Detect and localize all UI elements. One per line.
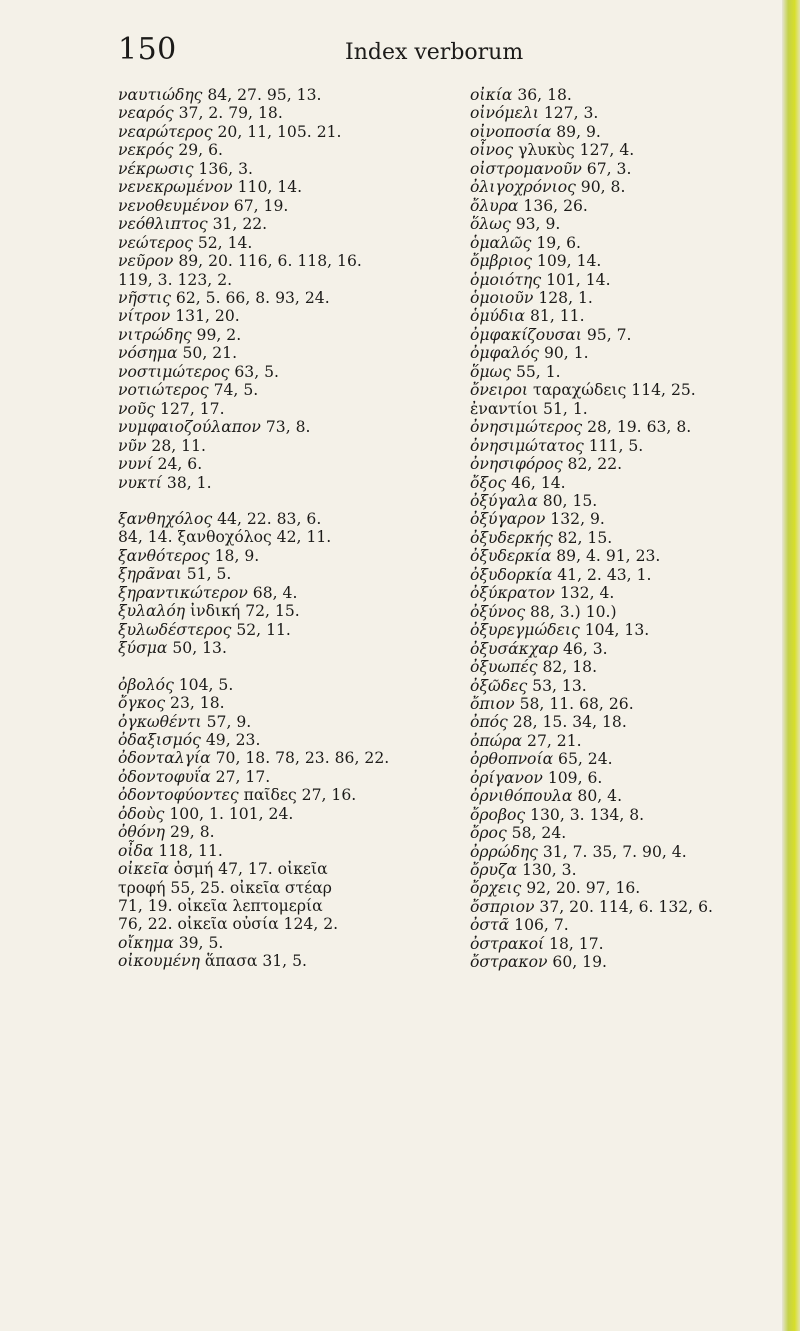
entry-headword: ὀστᾶ — [470, 916, 510, 935]
index-entry — [470, 916, 790, 934]
entry-references: 80, 4. — [572, 787, 623, 806]
entry-headword: ξηραντικώτερον — [118, 583, 248, 602]
entry-headword: οἰστρομανοῦν — [470, 159, 582, 178]
index-entry — [470, 326, 790, 344]
entry-headword: ὀξύγαλα — [470, 491, 538, 510]
entry-references: 80, 15. — [537, 491, 598, 510]
entry-headword: νεαρός — [118, 104, 174, 123]
entry-headword: νοτιώτερος — [118, 381, 209, 400]
index-entry — [118, 160, 458, 178]
index-entry — [470, 307, 790, 325]
entry-references: 28, 15. 34, 18. — [507, 713, 627, 732]
entry-headword: ὀξύγαρον — [470, 510, 546, 529]
entry-headword: νυνί — [118, 455, 153, 474]
entry-headword: ξανθηχόλος — [118, 509, 213, 528]
index-entry — [118, 510, 458, 528]
entry-headword: νοῦς — [118, 399, 156, 418]
index-entry — [118, 584, 458, 602]
index-entry — [470, 806, 790, 824]
entry-headword: ὄροβος — [470, 805, 526, 824]
index-entry — [118, 104, 458, 122]
entry-references: 39, 5. — [173, 933, 224, 952]
index-entry — [470, 363, 790, 381]
entry-references: 31, 22. — [207, 215, 268, 234]
entry-references: 51, 5. — [181, 565, 232, 584]
entry-headword: ὀνησιμώτερος — [470, 418, 583, 437]
entry-headword: ὀπώρα — [470, 731, 523, 750]
entry-references: 101, 14. — [541, 270, 611, 289]
entry-headword: νίτρον — [118, 307, 171, 326]
entry-references: 52, 11. — [231, 620, 291, 639]
index-entry — [470, 584, 790, 602]
entry-references: 46, 3. — [558, 639, 608, 658]
entry-references: ἐναντίοι 51, 1. — [470, 399, 588, 418]
entry-headword: νέκρωσις — [118, 159, 194, 178]
entry-references: 106, 7. — [509, 916, 569, 935]
entry-references: 24, 6. — [152, 455, 203, 474]
index-entry — [118, 289, 458, 307]
index-entry — [118, 86, 458, 104]
entry-headword: οἰκεῖα — [118, 860, 169, 879]
entry-references: 88, 3.) 10.) — [525, 602, 617, 621]
entry-references: 82, 22. — [562, 455, 623, 474]
index-entry — [118, 418, 458, 436]
entry-headword: ὀστρακοί — [470, 934, 545, 953]
entry-headword: νεαρώτερος — [118, 122, 213, 141]
entry-headword: νῦν — [118, 436, 147, 455]
index-entry — [118, 879, 458, 897]
entry-references: 132, 4. — [554, 584, 615, 603]
entry-references: 109, 14. — [531, 252, 602, 271]
entry-references: 93, 9. — [510, 215, 561, 234]
index-entry — [118, 437, 458, 455]
entry-references: τροφή 55, 25. οἰκεῖα στέαρ — [118, 878, 332, 897]
entry-references: 27, 17. — [210, 767, 271, 786]
entry-headword: ξυλαλόη — [118, 602, 186, 621]
entry-references: 89, 20. 116, 6. 118, 16. — [173, 252, 362, 271]
entry-headword: ὅμως — [470, 362, 511, 381]
entry-headword: ξυλωδέστερος — [118, 620, 232, 639]
entry-references: 95, 7. — [581, 325, 632, 344]
index-entry — [118, 860, 458, 878]
index-entry — [118, 823, 458, 841]
entry-headword: νῆστις — [118, 288, 171, 307]
entry-references: 53, 13. — [527, 676, 587, 695]
entry-references: 38, 1. — [161, 473, 212, 492]
entry-references: 130, 3. — [517, 861, 577, 880]
index-entry — [118, 326, 458, 344]
entry-references: 60, 19. — [547, 953, 607, 972]
entry-headword: νεκρός — [118, 141, 174, 160]
entry-references: 70, 18. 78, 23. 86, 22. — [210, 749, 390, 768]
running-title: Index verborum — [345, 40, 524, 65]
entry-references: ὀσμή 47, 17. οἰκεῖα — [168, 860, 328, 879]
index-entry — [470, 252, 790, 270]
entry-references: 82, 18. — [537, 658, 598, 677]
entry-references: 23, 18. — [165, 694, 225, 713]
entry-headword: ξανθότερος — [118, 546, 210, 565]
index-entry — [118, 474, 458, 492]
index-entry — [470, 861, 790, 879]
index-entry — [470, 178, 790, 196]
entry-headword: οἰνόμελι — [470, 104, 539, 123]
entry-headword: ὀμφακίζουσαι — [470, 325, 582, 344]
index-entry — [470, 160, 790, 178]
entry-headword: ὀθόνη — [118, 823, 165, 842]
index-entry — [118, 805, 458, 823]
entry-headword: ὄλυρα — [470, 196, 519, 215]
index-entry — [118, 639, 458, 657]
entry-references: 128, 1. — [533, 288, 593, 307]
section-gap — [118, 492, 458, 510]
entry-references: ἰνδική 72, 15. — [185, 602, 300, 621]
entry-headword: ὀμφαλός — [470, 344, 539, 363]
entry-headword: οἰνοποσία — [470, 122, 552, 141]
entry-references: 28, 11. — [146, 436, 206, 455]
entry-headword: νιτρώδης — [118, 325, 192, 344]
entry-headword: νεώτερος — [118, 233, 193, 252]
index-entry — [118, 713, 458, 731]
index-entry — [470, 123, 790, 141]
index-entry — [470, 953, 790, 971]
entry-headword: ὅλως — [470, 215, 511, 234]
entry-headword: ὀξύνος — [470, 602, 526, 621]
index-entry — [470, 769, 790, 787]
index-entry — [470, 381, 790, 399]
entry-references: 44, 22. 83, 6. — [212, 509, 322, 528]
entry-headword: ὀδοντοφύοντες — [118, 786, 239, 805]
entry-references: 36, 18. — [512, 86, 572, 104]
entry-headword: νενεκρωμένον — [118, 178, 233, 197]
index-entry — [118, 547, 458, 565]
index-entry — [118, 731, 458, 749]
entry-references: γλυκὺς 127, 4. — [513, 141, 635, 160]
entry-headword: ὀρνιθόπουλα — [470, 787, 573, 806]
entry-references: 90, 8. — [575, 178, 626, 197]
entry-headword: ὁμύδια — [470, 307, 526, 326]
index-entry — [470, 86, 790, 104]
entry-headword: νενοθευμένον — [118, 196, 229, 215]
section-gap — [118, 658, 458, 676]
index-entry — [118, 676, 458, 694]
entry-references: 119, 3. 123, 2. — [118, 270, 233, 289]
entry-references: 67, 19. — [228, 196, 289, 215]
index-entry — [118, 197, 458, 215]
index-entry — [470, 603, 790, 621]
index-entry — [470, 935, 790, 953]
entry-references: 63, 5. — [229, 362, 279, 381]
entry-references: 110, 14. — [232, 178, 303, 197]
index-entry — [118, 215, 458, 233]
index-entry — [470, 677, 790, 695]
page-header — [0, 30, 780, 70]
entry-references: 18, 17. — [544, 934, 604, 953]
entry-headword: ὄρυζα — [470, 861, 518, 880]
index-entry — [470, 566, 790, 584]
entry-headword: ὀπός — [470, 713, 508, 732]
entry-headword: οἰκία — [470, 86, 513, 104]
index-entry — [118, 694, 458, 712]
index-entry — [118, 344, 458, 362]
entry-headword: ὀρρώδης — [470, 842, 538, 861]
entry-references: 84, 27. 95, 13. — [202, 86, 322, 104]
entry-headword: ὀξυρεγμώδεις — [470, 621, 580, 640]
right-column — [470, 86, 790, 972]
index-entry — [470, 732, 790, 750]
entry-headword: ὀλιγοχρόνιος — [470, 178, 576, 197]
entry-headword: ναυτιώδης — [118, 86, 203, 104]
index-entry — [470, 234, 790, 252]
index-entry — [470, 455, 790, 473]
index-entry — [118, 141, 458, 159]
index-entry — [470, 824, 790, 842]
entry-references: 18, 9. — [209, 546, 260, 565]
index-entry — [470, 437, 790, 455]
entry-headword: ὄσπριον — [470, 897, 535, 916]
entry-headword: ὀξυδορκία — [470, 565, 553, 584]
index-entry — [470, 787, 790, 805]
entry-references: 76, 22. οἰκεῖα οὐσία 124, 2. — [118, 915, 339, 934]
entry-references: 55, 1. — [510, 362, 561, 381]
entry-headword: νεῦρον — [118, 252, 174, 271]
entry-references: 90, 1. — [538, 344, 589, 363]
index-entry — [118, 234, 458, 252]
index-entry — [470, 271, 790, 289]
index-entry — [118, 252, 458, 270]
index-entry — [118, 934, 458, 952]
entry-headword: ὁμοιότης — [470, 270, 542, 289]
entry-references: 109, 6. — [542, 768, 603, 787]
entry-references: 104, 5. — [173, 675, 234, 694]
entry-references: 100, 1. 101, 24. — [164, 804, 294, 823]
entry-references: 127, 17. — [155, 399, 225, 418]
entry-references: 31, 7. 35, 7. 90, 4. — [537, 842, 687, 861]
entry-headword: ξηρᾶναι — [118, 565, 182, 584]
entry-references: 46, 14. — [506, 473, 566, 492]
index-entry — [118, 400, 458, 418]
index-entry — [118, 952, 458, 970]
entry-references: 73, 8. — [260, 418, 311, 437]
index-entry — [470, 529, 790, 547]
entry-references: 136, 26. — [518, 196, 588, 215]
entry-references: παῖδες 27, 16. — [238, 786, 357, 805]
entry-references: 58, 24. — [506, 824, 567, 843]
index-entry — [118, 565, 458, 583]
entry-headword: οἴκημα — [118, 933, 174, 952]
index-entry — [470, 898, 790, 916]
index-entry — [470, 197, 790, 215]
entry-headword: ὄξος — [470, 473, 507, 492]
entry-headword: ὀρίγανον — [470, 768, 543, 787]
index-entry — [470, 879, 790, 897]
entry-headword: ὀγκωθέντι — [118, 712, 202, 731]
entry-headword: ὀνησιφόρος — [470, 455, 563, 474]
entry-references: 50, 13. — [167, 639, 227, 658]
index-entry — [470, 843, 790, 861]
index-entry — [470, 344, 790, 362]
entry-references: 89, 9. — [551, 122, 601, 141]
index-entry — [118, 786, 458, 804]
entry-references: 104, 13. — [579, 621, 650, 640]
index-entry — [470, 640, 790, 658]
entry-references: 132, 9. — [545, 510, 605, 529]
entry-references: 118, 11. — [153, 841, 223, 860]
entry-references: 136, 3. — [193, 159, 253, 178]
index-entry — [118, 123, 458, 141]
entry-headword: ὀδονταλγία — [118, 749, 211, 768]
entry-references: 81, 11. — [525, 307, 585, 326]
index-entry — [470, 713, 790, 731]
index-entry — [118, 178, 458, 196]
index-entry — [470, 215, 790, 233]
entry-headword: ὀξυδερκία — [470, 547, 552, 566]
index-entry — [470, 547, 790, 565]
index-entry — [470, 418, 790, 436]
index-entry — [470, 104, 790, 122]
index-entry — [470, 621, 790, 639]
entry-headword: ὀξυωπές — [470, 658, 538, 677]
entry-headword: ὀδαξισμός — [118, 730, 201, 749]
entry-headword: νεόθλιπτος — [118, 215, 208, 234]
entry-references: 52, 14. — [192, 233, 253, 252]
entry-headword: ὄστρακον — [470, 953, 548, 972]
index-entry — [118, 455, 458, 473]
entry-references: 49, 23. — [200, 730, 261, 749]
entry-headword: ξύσμα — [118, 639, 168, 658]
entry-references: 71, 19. οἰκεῖα λεπτομερία — [118, 897, 323, 916]
entry-references: 37, 20. 114, 6. 132, 6. — [534, 897, 713, 916]
entry-references: 29, 8. — [165, 823, 215, 842]
entry-headword: ὄρος — [470, 824, 507, 843]
entry-headword: ὀξῶδες — [470, 676, 528, 695]
index-entry — [118, 915, 458, 933]
entry-headword: νοστιμώτερος — [118, 362, 230, 381]
entry-headword: νυμφαιοζούλαπον — [118, 418, 261, 437]
entry-references: 99, 2. — [191, 325, 242, 344]
index-entry — [118, 307, 458, 325]
entry-references: 29, 6. — [173, 141, 223, 160]
entry-references: 127, 3. — [538, 104, 599, 123]
entry-headword: νόσημα — [118, 344, 178, 363]
entry-references: 50, 21. — [177, 344, 238, 363]
entry-headword: ὄπιον — [470, 694, 515, 713]
entry-references: 89, 4. 91, 23. — [551, 547, 661, 566]
entry-headword: ὀξυσάκχαρ — [470, 639, 559, 658]
entry-headword: οἶδα — [118, 841, 154, 860]
entry-headword: ὀρθοπνοία — [470, 750, 554, 769]
entry-headword: νυκτί — [118, 473, 162, 492]
entry-headword: ὀξυδερκής — [470, 528, 553, 547]
entry-references: 41, 2. 43, 1. — [552, 565, 652, 584]
index-entry — [118, 621, 458, 639]
index-entry — [470, 289, 790, 307]
entry-references: 82, 15. — [552, 528, 613, 547]
entry-headword: ὄρχεις — [470, 879, 522, 898]
index-entry — [470, 400, 790, 418]
index-entry — [470, 695, 790, 713]
entry-references: 130, 3. 134, 8. — [525, 805, 645, 824]
index-entry — [470, 474, 790, 492]
entry-references: 84, 14. ξανθοχόλος 42, 11. — [118, 528, 332, 547]
entry-references: 19, 6. — [531, 233, 581, 252]
entry-references: 28, 19. 63, 8. — [582, 418, 692, 437]
index-entry — [118, 528, 458, 546]
index-entry — [470, 492, 790, 510]
entry-headword: ὀδοντοφυΐα — [118, 767, 211, 786]
entry-headword: ὁμοιοῦν — [470, 288, 534, 307]
entry-references: 20, 11, 105. 21. — [212, 122, 342, 141]
entry-headword: ὄμβριος — [470, 252, 532, 271]
index-entry — [470, 141, 790, 159]
left-column — [118, 86, 458, 971]
entry-references: 74, 5. — [208, 381, 259, 400]
entry-references: 92, 20. 97, 16. — [521, 879, 641, 898]
index-entry — [470, 510, 790, 528]
index-entry — [118, 768, 458, 786]
index-entry — [118, 749, 458, 767]
entry-references: 37, 2. 79, 18. — [173, 104, 283, 123]
entry-headword: οἶνος — [470, 141, 514, 160]
entry-references: ταραχώδεις 114, 25. — [528, 381, 696, 400]
entry-references: 58, 11. 68, 26. — [514, 694, 634, 713]
entry-headword: ὄνειροι — [470, 381, 529, 400]
entry-references: 57, 9. — [201, 712, 252, 731]
entry-headword: ὁμαλῶς — [470, 233, 532, 252]
entry-references: ἅπασα 31, 5. — [199, 952, 307, 971]
index-entry — [118, 842, 458, 860]
entry-headword: ὄγκος — [118, 694, 166, 713]
index-entry — [470, 750, 790, 768]
entry-headword: ὀδοὺς — [118, 804, 165, 823]
entry-headword: ὀνησιμώτατος — [470, 436, 584, 455]
index-entry — [118, 897, 458, 915]
entry-references: 67, 3. — [581, 159, 632, 178]
entry-references: 65, 24. — [553, 750, 613, 769]
index-entry — [118, 271, 458, 289]
entry-references: 68, 4. — [247, 583, 298, 602]
entry-headword: οἰκουμένη — [118, 952, 200, 971]
entry-references: 131, 20. — [170, 307, 240, 326]
entry-references: 62, 5. 66, 8. 93, 24. — [170, 288, 330, 307]
entry-headword: ὀβολός — [118, 675, 174, 694]
index-entry — [470, 658, 790, 676]
entry-references: 27, 21. — [522, 731, 582, 750]
page-number: 150 — [118, 32, 177, 67]
index-entry — [118, 602, 458, 620]
index-entry — [118, 381, 458, 399]
index-entry — [118, 363, 458, 381]
entry-headword: ὀξύκρατον — [470, 584, 555, 603]
entry-references: 111, 5. — [583, 436, 644, 455]
